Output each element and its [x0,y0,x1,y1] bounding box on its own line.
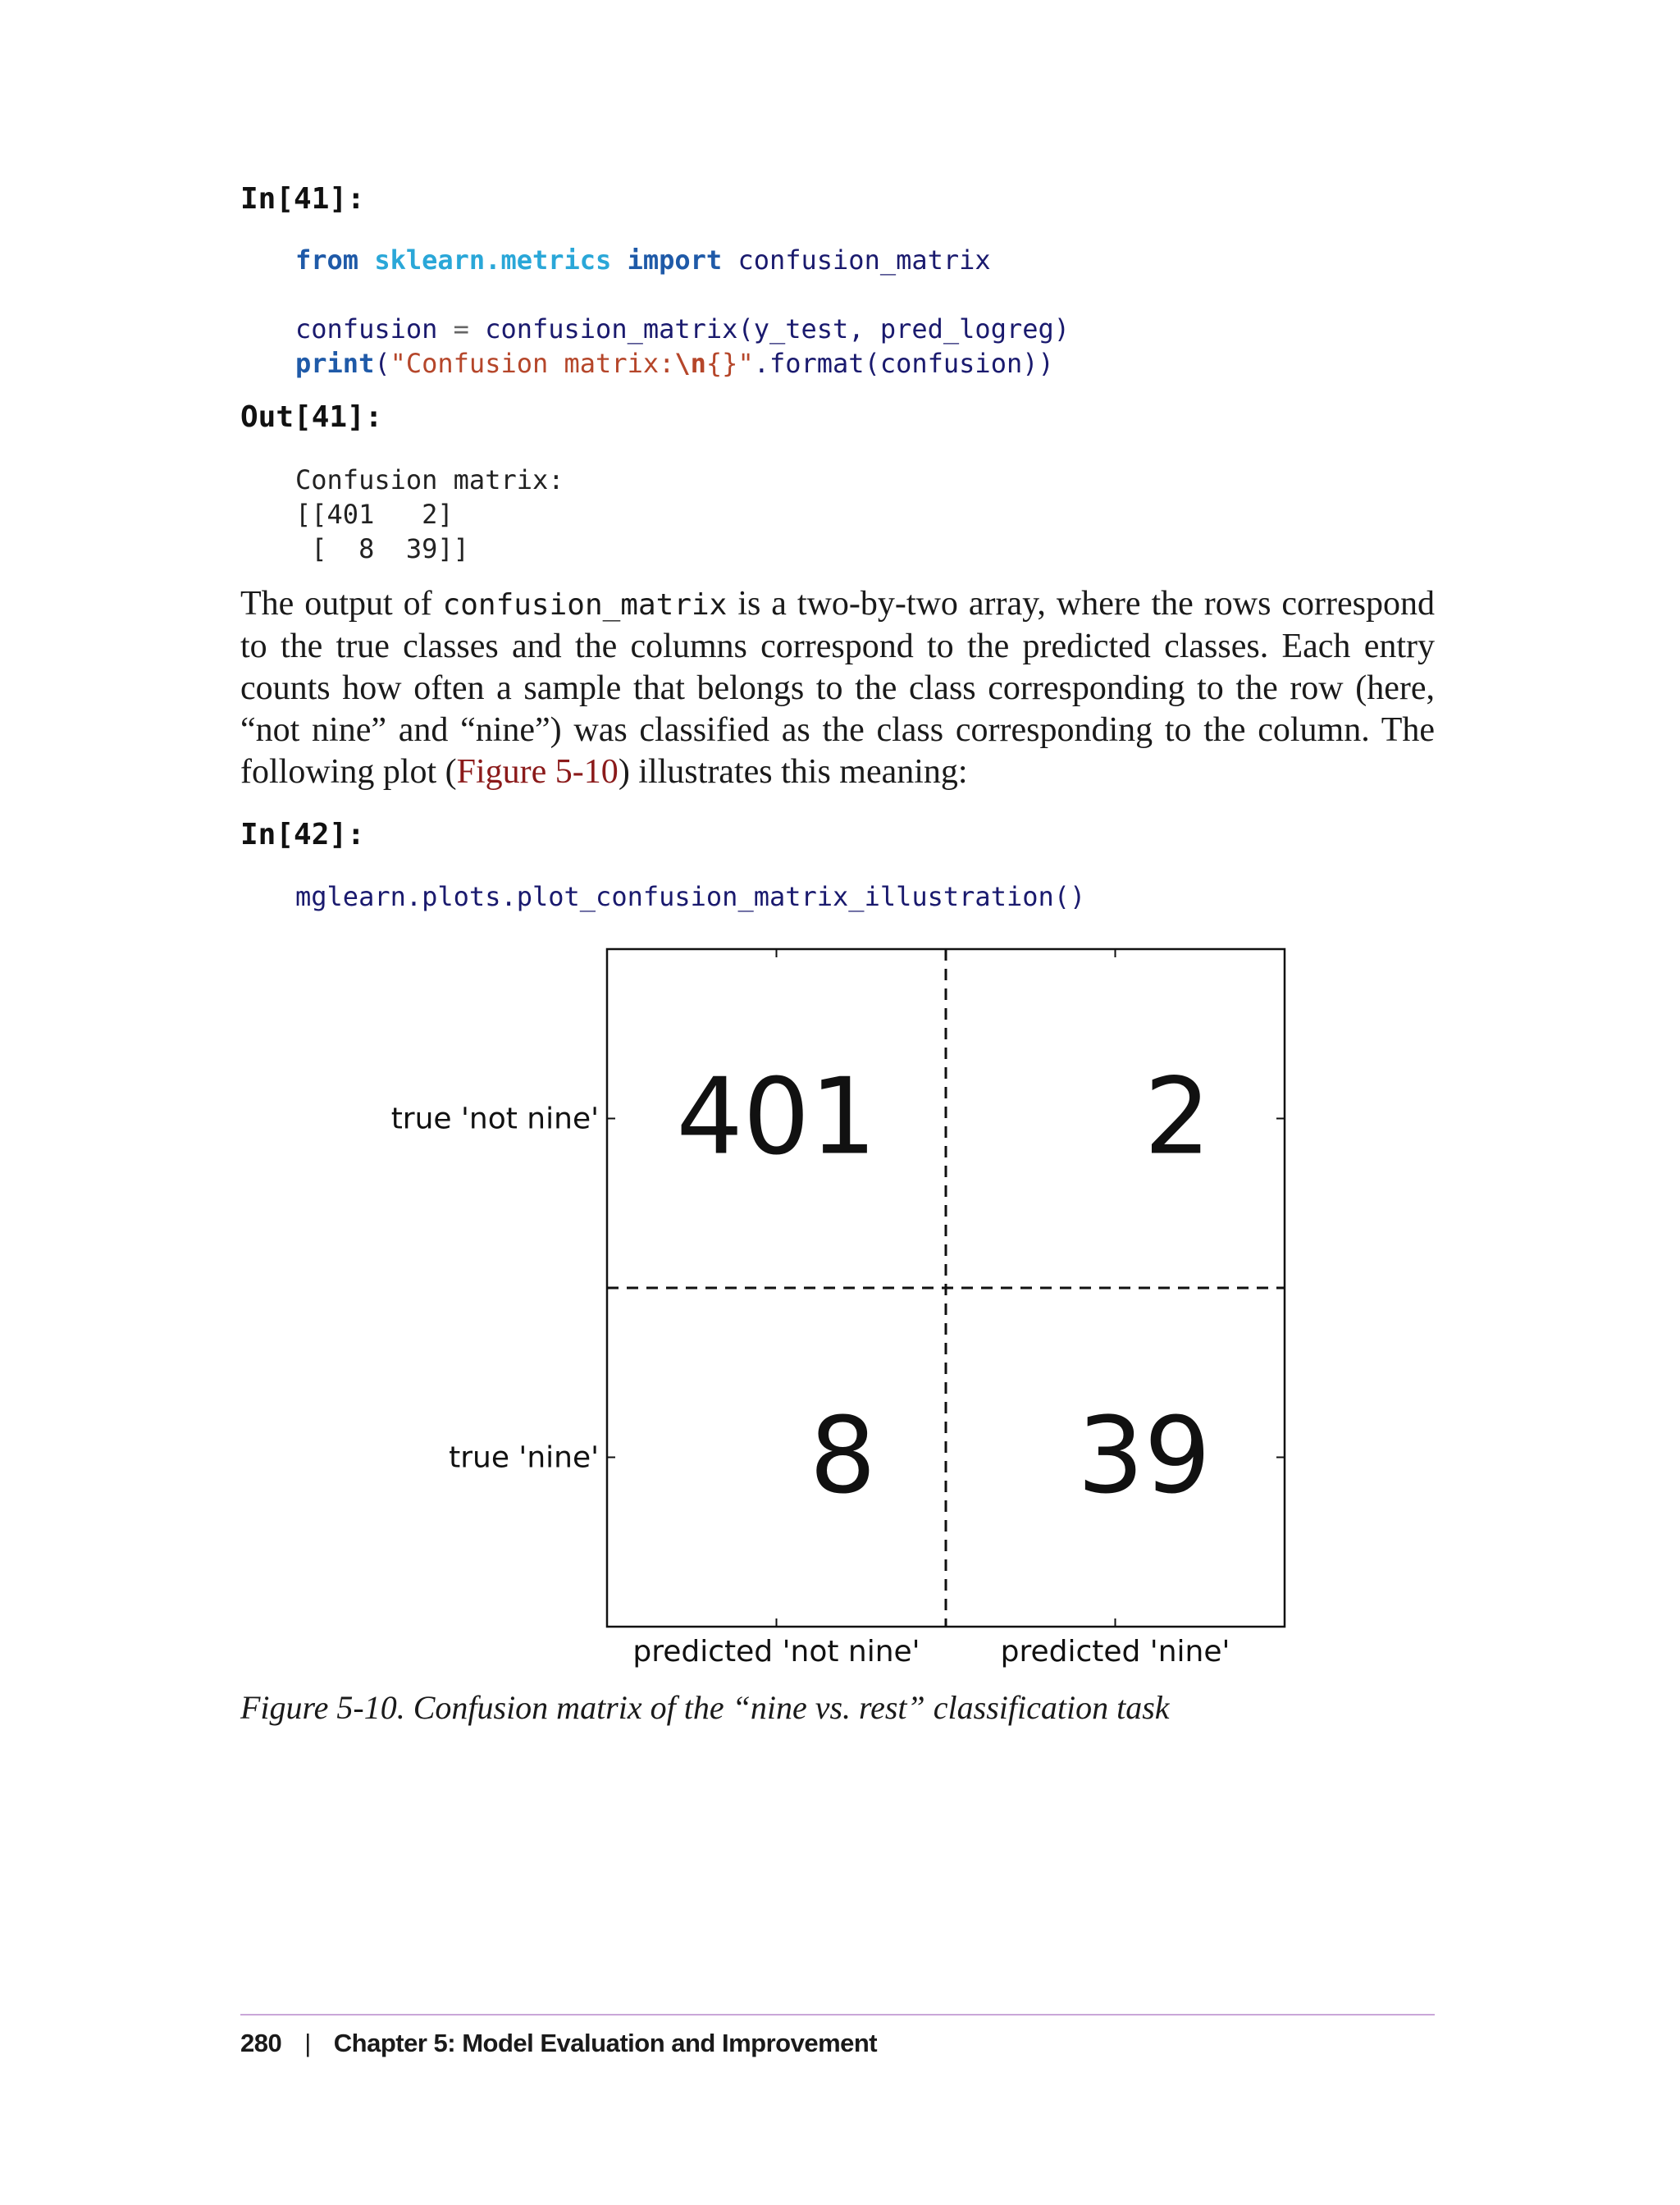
output-block-41 [295,463,564,566]
code-paren: ( [374,348,390,379]
paragraph-text: ) illustrates this meaning: [618,753,968,791]
code-string: "Confusion matrix: [390,348,675,379]
column-tick-label: predicted 'not nine' [632,1635,920,1669]
cell-value: 2 [1144,1056,1211,1179]
cell-prompt-in42: In[42]: [240,818,365,851]
code-variable: confusion [295,313,438,345]
row-tick-label: true 'not nine' [390,1102,599,1136]
code-block-42: mglearn.plots.plot_confusion_matrix_illustration() [295,881,1086,912]
footer-separator: | [304,2029,311,2057]
inline-code: confusion_matrix [442,588,728,622]
code-name: confusion_matrix [737,244,991,276]
code-keyword: import [627,244,723,276]
cell-prompt-out41: Out[41]: [240,400,383,434]
code-module: sklearn.metrics [374,244,612,276]
paragraph-text: is a two-by-two array, where the rows correspond to the true classes and the columns correspond to the predicted classes. Each entry counts how often a sample that belongs to the class corresponding to the row (here, “not nine” and “nine”) was classified as the class corresponding to the column. The following plot ( [240,585,1435,791]
output-line: Confusion matrix: [295,464,564,495]
cell-prompt-in41: In[41]: [240,182,365,216]
code-block-41 [295,243,1070,381]
paragraph-text: The output of [240,585,443,623]
body-paragraph [240,583,1435,793]
code-escape: \n [674,348,706,379]
code-operator: = [453,313,469,345]
chapter-title: Chapter 5: Model Evaluation and Improvement [333,2029,878,2057]
cell-value: 401 [676,1056,877,1179]
output-line: [ 8 39]] [295,533,469,564]
figure-caption: Figure 5-10. Confusion matrix of the “nine vs. rest” classification task [240,1689,1170,1726]
confusion-matrix-chart [0,935,1680,1673]
cell-value: 39 [1077,1395,1211,1518]
code-keyword: from [295,244,359,276]
cell-value: 8 [809,1395,876,1518]
code-call: confusion_matrix(y_test, pred_logreg) [485,313,1071,345]
page-footer [240,2029,877,2058]
column-tick-label: predicted 'nine' [1000,1635,1230,1669]
confusion-matrix-figure [0,935,1680,1673]
output-line: [[401 2] [295,499,454,530]
code-builtin: print [295,348,375,379]
code-string: {}" [705,348,754,379]
page-number: 280 [240,2029,282,2057]
code-method: .format(confusion)) [753,348,1054,379]
row-tick-label: true 'nine' [449,1440,599,1475]
footer-rule [240,2014,1435,2016]
figure-link[interactable]: Figure 5-10 [456,753,619,791]
